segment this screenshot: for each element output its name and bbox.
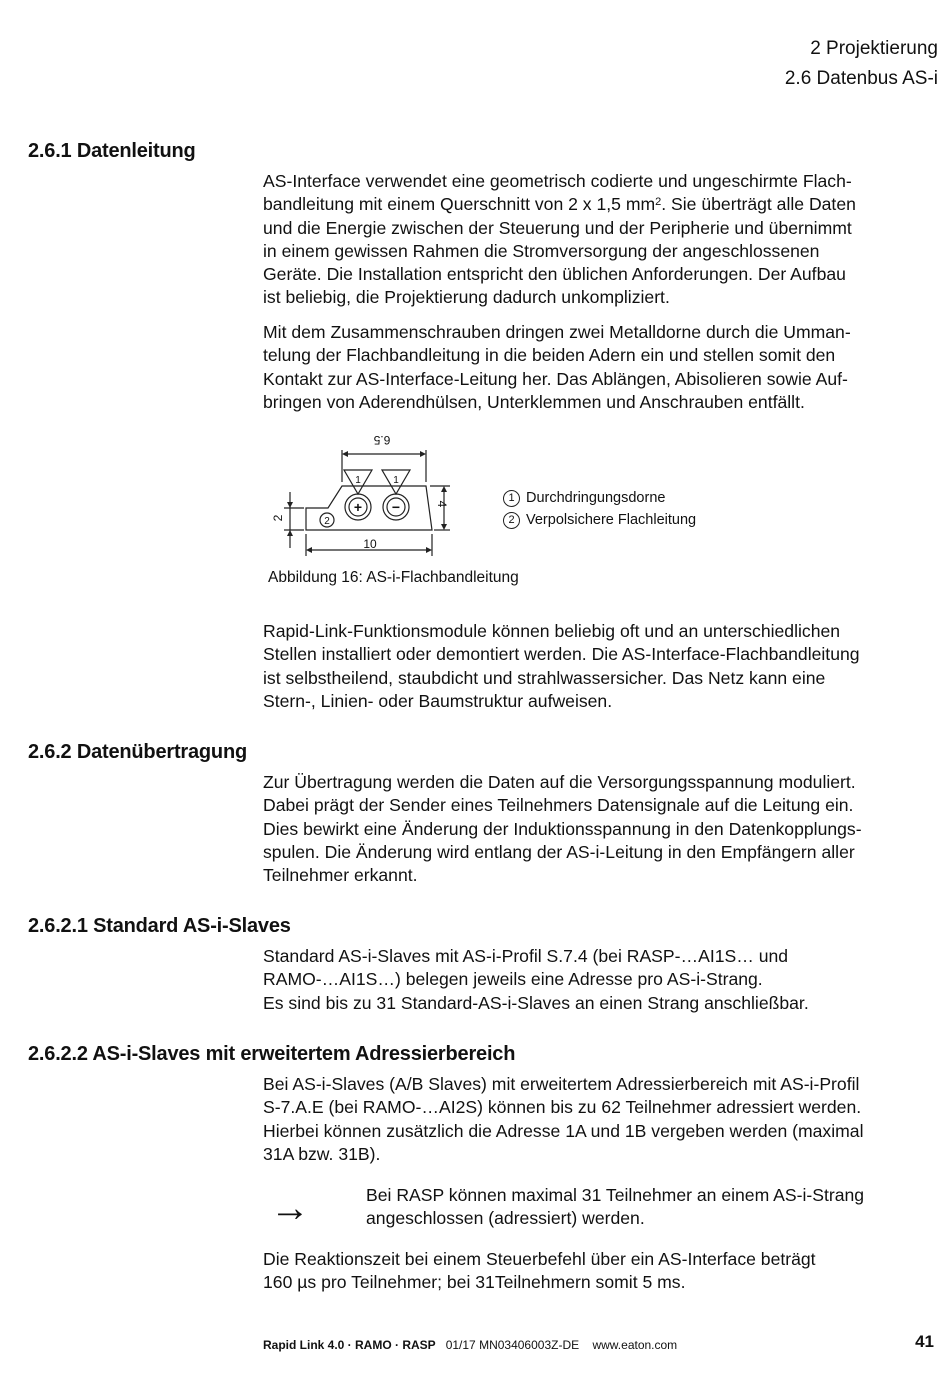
- note-arrow-icon: →: [270, 1186, 310, 1230]
- figure-caption: Abbildung 16: AS-i-Flachbandleitung: [268, 569, 519, 586]
- text-line: RAMO-…AI1S…) belegen jeweils eine Adresse pro AS-i-Strang.: [263, 969, 763, 990]
- dimension-right-label: 4: [435, 500, 449, 508]
- text-fragment: bandleitung mit einem Querschnitt von 2 x 1,5 mm: [263, 194, 656, 215]
- page-footer: [263, 1338, 677, 1352]
- marker-2: 2: [324, 516, 330, 527]
- heading-2-6-1: 2.6.1 Datenleitung: [28, 140, 196, 162]
- marker-1-right: 1: [393, 475, 399, 486]
- text-line: Die Reaktionszeit bei einem Steuerbefehl über ein AS-Interface beträgt: [263, 1249, 816, 1269]
- text-line: Teilnehmer erkannt.: [263, 865, 418, 886]
- legend-text: Verpolsichere Flachleitung: [526, 512, 697, 528]
- dimension-top-label: 6.5: [373, 433, 391, 447]
- text-line: 31A bzw. 31B).: [263, 1143, 381, 1164]
- heading-2-6-2: 2.6.2 Datenübertragung: [28, 741, 247, 763]
- text-line: [263, 193, 939, 216]
- paragraph-reaction-time: [263, 1248, 939, 1295]
- running-header-section: 2.6 Datenbus AS-i: [784, 68, 938, 89]
- paragraph-datenleitung-1: [263, 170, 939, 310]
- paragraph-datenleitung-2: [263, 321, 939, 414]
- text-fragment: . Sie überträgt alle Daten: [661, 194, 856, 215]
- text-line: ist selbstheilend, staubdicht und strahlwassersicher. Das Netz kann eine: [263, 667, 826, 688]
- plus-conductor-label: +: [353, 499, 363, 515]
- text-line: und die Energie zwischen der Steuerung und der Peripherie und übernimmt: [263, 217, 852, 238]
- footer-url: www.eaton.com: [592, 1338, 678, 1352]
- text-line: Dies bewirkt eine Änderung der Induktionsspannung in den Datenkopplungs-: [263, 818, 862, 839]
- text-line: S-7.A.E (bei RAMO-…AI2S) können bis zu 62 Teilnehmer adressiert werden.: [263, 1097, 862, 1118]
- text-line: AS-Interface verwendet eine geometrisch codierte und ungeschirmte Flach-: [263, 171, 852, 191]
- text-line: Dabei prägt der Sender eines Teilnehmers Datensignale auf die Leitung ein.: [263, 795, 854, 816]
- footer-doc-number: 01/17 MN03406003Z-DE: [445, 1338, 580, 1352]
- text-line: Standard AS-i-Slaves mit AS-i-Profil S.7.4 (bei RASP-…AI1S… und: [263, 946, 789, 966]
- legend-number: 2: [503, 512, 520, 529]
- dimension-left-label: 2: [271, 514, 285, 522]
- figure-legend-item-1: [503, 490, 665, 507]
- paragraph-datenleitung-3: [263, 620, 939, 713]
- text-line: 160 µs pro Teilnehmer; bei 31Teilnehmern somit 5 ms.: [263, 1272, 686, 1293]
- text-line: Hierbei können zusätzlich die Adresse 1A und 1B vergeben werden (maximal: [263, 1120, 864, 1141]
- text-line: Zur Übertragung werden die Daten auf die Versorgungsspannung moduliert.: [263, 772, 856, 792]
- text-line: Bei AS-i-Slaves (A/B Slaves) mit erweitertem Adressierbereich mit AS-i-Profil: [263, 1074, 860, 1094]
- text-line: Mit dem Zusammenschrauben dringen zwei Metalldorne durch die Umman-: [263, 322, 851, 342]
- minus-conductor-label: −: [391, 499, 401, 515]
- text-line: angeschlossen (adressiert) werden.: [366, 1208, 645, 1229]
- text-line: Es sind bis zu 31 Standard-AS-i-Slaves an einen Strang anschließbar.: [263, 992, 809, 1013]
- text-line: Stern-, Linien- oder Baumstruktur aufweisen.: [263, 690, 613, 711]
- text-line: spulen. Die Änderung wird entlang der AS-i-Leitung in den Empfängern aller: [263, 841, 855, 862]
- text-line: Rapid-Link-Funktionsmodule können beliebig oft und an unterschiedlichen: [263, 621, 841, 641]
- marker-1-left: 1: [355, 475, 361, 486]
- page-number: 41: [915, 1332, 934, 1351]
- heading-2-6-2-1: 2.6.2.1 Standard AS-i-Slaves: [28, 915, 291, 937]
- running-header-chapter: 2 Projektierung: [810, 38, 938, 59]
- text-line: in einem gewissen Rahmen die Stromversorgung der angeschlossenen: [263, 240, 820, 261]
- text-line: Stellen installiert oder demontiert werden. Die AS-Interface-Flachbandleitung: [263, 644, 860, 665]
- footer-product: Rapid Link 4.0 · RAMO · RASP: [263, 1338, 436, 1352]
- flat-cable-diagram: [266, 430, 496, 560]
- legend-number: 1: [503, 490, 520, 507]
- text-line: Geräte. Die Installation entspricht den üblichen Anforderungen. Der Aufbau: [263, 264, 846, 285]
- superscript: 2: [655, 196, 662, 209]
- text-line: Bei RASP können maximal 31 Teilnehmer an einem AS-i-Strang: [366, 1185, 865, 1205]
- legend-text: Durchdringungsdorne: [526, 490, 666, 506]
- text-line: Kontakt zur AS-Interface-Leitung her. Das Ablängen, Abisolieren sowie Auf-: [263, 368, 848, 389]
- text-line: telung der Flachbandleitung in die beiden Adern ein und stellen somit den: [263, 345, 836, 366]
- dimension-bottom-label: 10: [363, 537, 377, 551]
- note-text: [366, 1184, 926, 1231]
- text-line: bringen von Aderendhülsen, Unterklemmen und Anschrauben entfällt.: [263, 391, 805, 412]
- paragraph-extended-slaves: [263, 1073, 939, 1166]
- figure-legend-item-2: [503, 512, 696, 529]
- heading-2-6-2-2: 2.6.2.2 AS-i-Slaves mit erweitertem Adressierbereich: [28, 1043, 516, 1065]
- paragraph-datenuebertragung: [263, 771, 939, 887]
- paragraph-standard-slaves: [263, 945, 939, 1015]
- text-line: ist beliebig, die Projektierung dadurch unkompliziert.: [263, 287, 670, 308]
